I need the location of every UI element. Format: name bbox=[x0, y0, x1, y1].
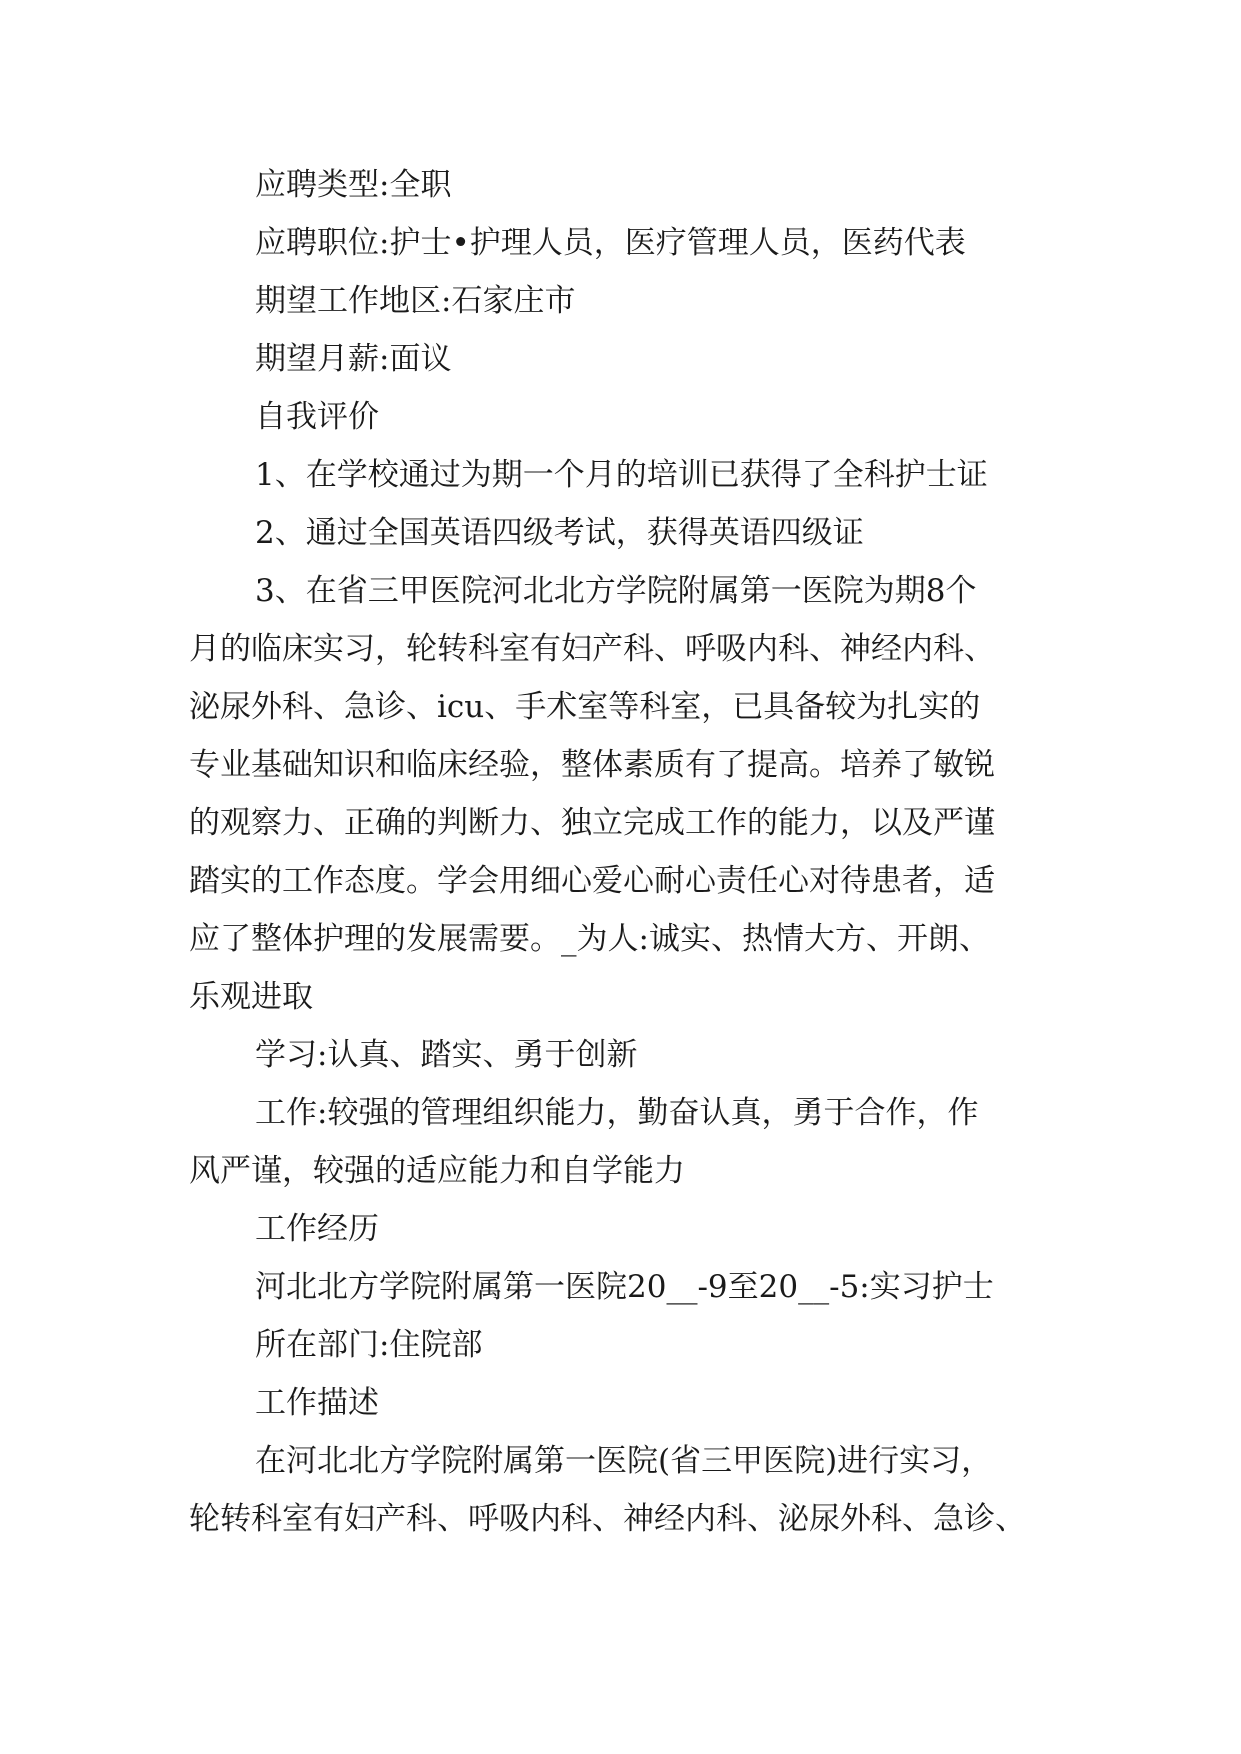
text-line-work-region: 期望工作地区:石家庄市 bbox=[255, 283, 576, 319]
text-line-paragraph: 月的临床实习，轮转科室有妇产科、呼吸内科、神经内科、 bbox=[189, 631, 995, 667]
text-line-item-1: 1、在学校通过为期一个月的培训已获得了全科护士证 bbox=[255, 457, 988, 493]
text-line-job-type: 应聘类型:全职 bbox=[255, 167, 452, 203]
text-line-expected-salary: 期望月薪:面议 bbox=[255, 341, 452, 377]
text-line-job-position: 应聘职位:护士•护理人员，医疗管理人员，医药代表 bbox=[255, 225, 966, 261]
section-heading-work-experience: 工作经历 bbox=[255, 1211, 379, 1247]
text-line-paragraph: 的观察力、正确的判断力、独立完成工作的能力，以及严谨 bbox=[189, 805, 995, 841]
text-line-paragraph: 应了整体护理的发展需要。_为人:诚实、热情大方、开朗、 bbox=[189, 921, 990, 957]
text-line-department: 所在部门:住院部 bbox=[255, 1327, 483, 1363]
section-heading-work-description: 工作描述 bbox=[255, 1385, 379, 1421]
text-line-study: 学习:认真、踏实、勇于创新 bbox=[255, 1037, 638, 1073]
section-heading-self-evaluation: 自我评价 bbox=[255, 399, 379, 435]
text-line-paragraph: 专业基础知识和临床经验，整体素质有了提高。培养了敏锐 bbox=[189, 747, 995, 783]
text-line-paragraph: 风严谨，较强的适应能力和自学能力 bbox=[189, 1153, 685, 1189]
text-line-item-2: 2、通过全国英语四级考试，获得英语四级证 bbox=[255, 515, 864, 551]
text-line-paragraph: 轮转科室有妇产科、呼吸内科、神经内科、泌尿外科、急诊、 bbox=[189, 1501, 1026, 1537]
text-line-paragraph: 乐观进取 bbox=[189, 979, 313, 1015]
text-line-paragraph: 泌尿外科、急诊、icu、手术室等科室，已具备较为扎实的 bbox=[189, 689, 981, 725]
text-line-item-3: 3、在省三甲医院河北北方学院附属第一医院为期8个 bbox=[255, 573, 977, 609]
text-line-employer: 河北北方学院附属第一医院20__-9至20__-5:实习护士 bbox=[255, 1269, 994, 1305]
text-line-work: 工作:较强的管理组织能力，勤奋认真，勇于合作，作 bbox=[255, 1095, 979, 1131]
text-line-paragraph: 踏实的工作态度。学会用细心爱心耐心责任心对待患者，适 bbox=[189, 863, 995, 899]
text-line-description: 在河北北方学院附属第一医院(省三甲医院)进行实习， bbox=[255, 1443, 993, 1479]
